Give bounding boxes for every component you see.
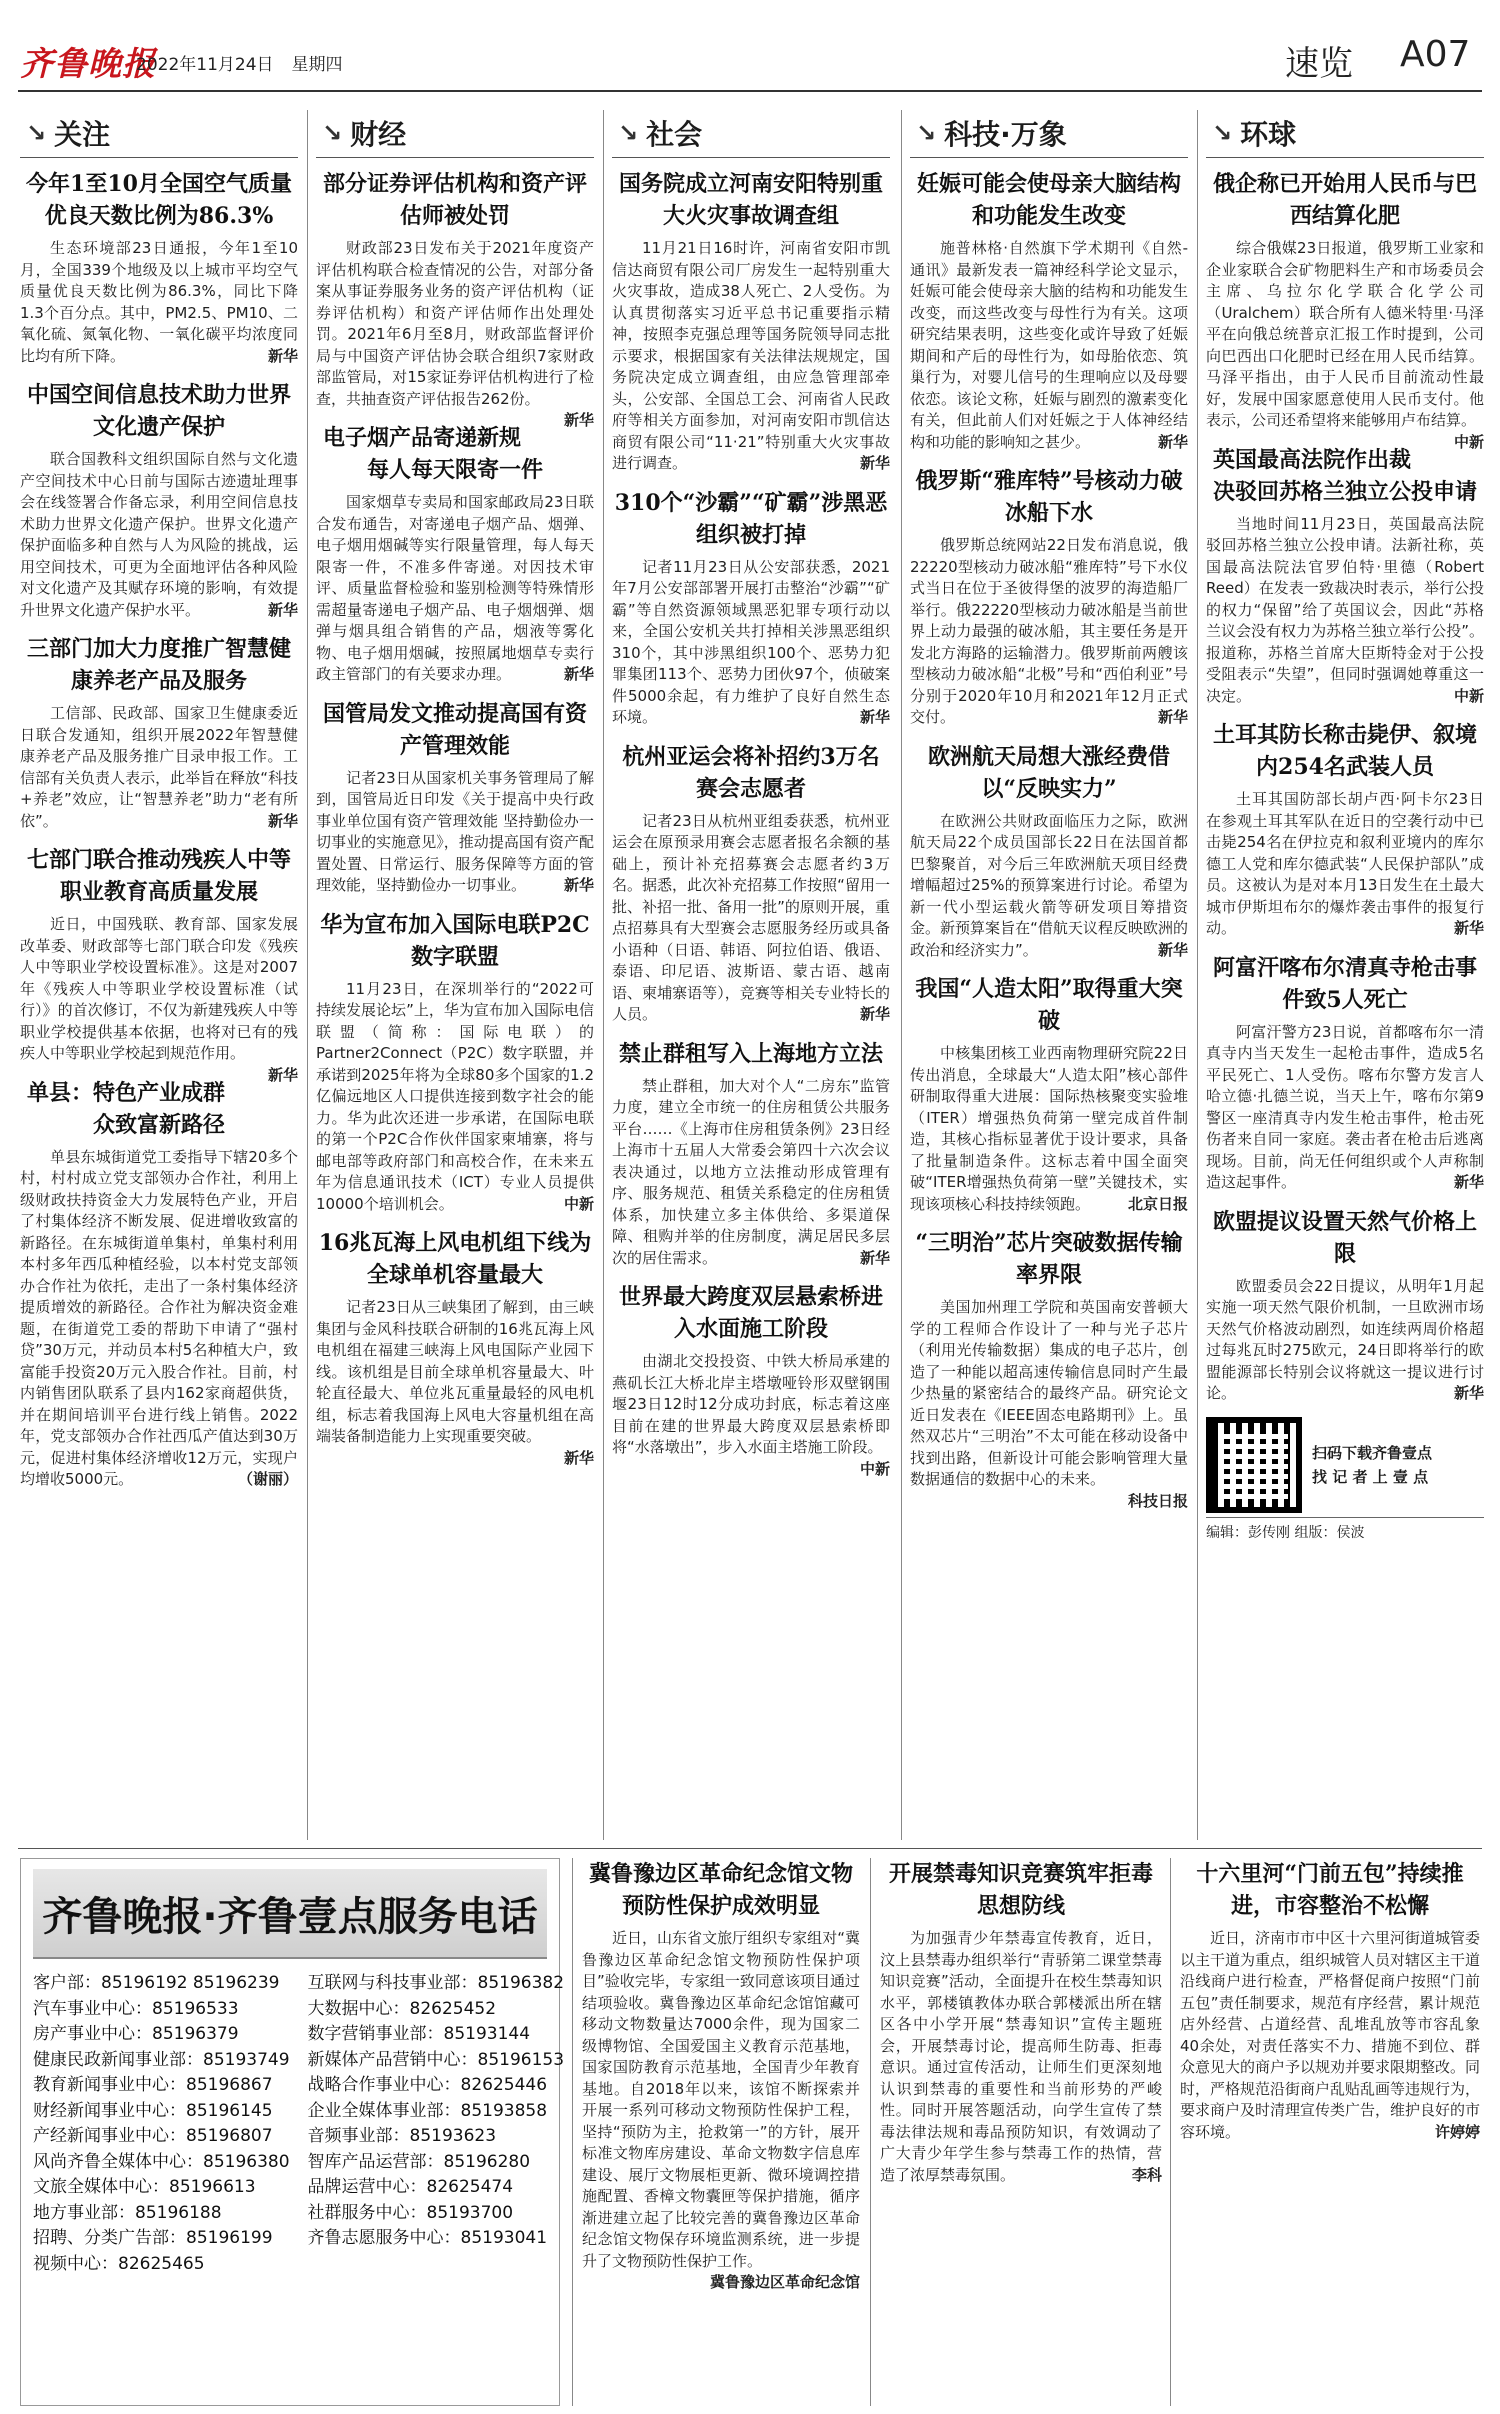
article-text: 记者23日从三峡集团了解到，由三峡集团与金风科技联合研制的16兆瓦海上风电机组在福建三峡海上风电国际产业园下线。该机组是目前全球单机容量最大、叶轮直径最大、单位兆瓦重量最轻的风电机组，标志着我国海上风电大容量机组在高端装备制造能力上实现重要突破。 (316, 1298, 594, 1445)
article-source: 科技日报 (1127, 1491, 1188, 1510)
article-text: 为加强青少年禁毒宣传教育，近日，汶上县禁毒办组织举行“青骄第二课堂禁毒知识竞赛”活动，全面提升在校生禁毒知识水平，郭楼镇教体办联合郭楼派出所在辖区各中小学开展“禁毒知识”宣传主题班会，开展禁毒讨论，提高师生防毒、拒毒意识。通过宣传活动，让师生们更深刻地认识到禁毒的重要性和当前形势的严峻性。同时开展答题活动，向学生宣传了禁毒法律法规和毒品预防知识，有效调动了广大青少年学生参与禁毒工作的热情，营造了浓厚禁毒氛围。 (880, 1929, 1162, 2184)
article-body (316, 492, 594, 686)
masthead-rule (18, 90, 1482, 92)
article-title: 俄企称已开始用人民币与巴西结算化肥 (1212, 171, 1477, 229)
article-body (316, 1297, 594, 1467)
article (612, 1281, 890, 1478)
article-source: 新华 (1157, 708, 1188, 726)
article-title: 16兆瓦海上风电机组下线为全球单机容量最大 (318, 1230, 592, 1288)
article-body (582, 1928, 860, 2291)
column-divider (1197, 110, 1198, 1840)
article-text: 近日，济南市市中区十六里河街道城管委以主干道为重点，组织城管人员对辖区主干道沿线商户进行检查，严格督促商户按照“门前五包”责任制要求，规范有序经营，累计规范店外经营、占道经营、乱堆乱放等市容乱象40余处，对责任落实不力、措施不到位、群众意见大的商户予以规劝并要求限期整改。同时，严格规范沿街商户乱贴乱画等违规行为，要求商户及时清理宣传类广告，维护良好的市容环境。 (1180, 1929, 1480, 2141)
column-divider (603, 110, 604, 1840)
article-text: 单县东城街道党工委指导下辖20多个村，村村成立党支部领办合作社，利用上级财政扶持资金大力发展特色产业，开启了村集体经济不断发展、促进增收致富的新路径。在东城街道单集村，单集村利用本村多年西瓜种植经验，以本村党支部领办合作社为依托，走出了一条村集体经济提质增效的新路径。合作社为解决资金难题，在街道党工委的帮助下申请了“强村贷”30万元，并动员本村5名种植大户，致富能手投资20万元入股合作社。目前，村内销售团队联系了县内162家商超供货，并在期间培训平台进行线上销售。2022年，党支部领办合作社西瓜产值达到30万元，促进村集体经济增收12万元，实现户均增收5000元。 (20, 1147, 298, 1488)
article-body (1206, 789, 1484, 940)
phone-row: 风尚齐鲁全媒体中心：85196380 (33, 2151, 290, 2172)
article-text: 综合俄媒23日报道，俄罗斯工业家和企业家联合会矿物肥料生产和市场委员会主席、乌拉尔化学联合化学公司（Uralchem）联合所有人德米特里·马泽平在向俄总统普京汇报工作时提到，公司向巴西出口化肥时已经在用人民币结算。马泽平指出，由于人民币目前流动性最好，发展中国家愿意使用人民币支付。他表示，公司还希望将来能够用卢布结算。 (1206, 239, 1484, 429)
article-title: 部分证券评估机构和资产评估师被处罚 (322, 171, 587, 229)
article-title: 我国“人造太阳”取得重大突破 (915, 976, 1183, 1034)
article-text: 记者23日从杭州亚组委获悉，杭州亚运会在原预录用赛会志愿者报名余额的基础上，预计补充招募赛会志愿者约3万名。据悉，此次补充招募工作按照“留用一批、补招一批、备用一批”的原则开展，重点招募具有大型赛会志愿服务经历或具备小语种（日语、韩语、阿拉伯语、俄语、泰语、印尼语、波斯语、蒙古语、越南语、柬埔寨语等），竞赛等相关专业特长的人员。 (612, 811, 890, 1023)
column-title: 科技·万象 (944, 117, 1067, 151)
article-text: 记者23日从国家机关事务管理局了解到，国管局近日印发《关于提高中央行政事业单位国有资产管理效能 坚持勤俭办一切事业的实施意见》，推动提高国有资产配置处置、日常运行、服务保障等方面的管理效能，坚持勤俭办一切事业。 (316, 768, 594, 894)
article (20, 633, 298, 832)
article-body (910, 535, 1188, 729)
article-text: 11月21日16时许，河南省安阳市凯信达商贸有限公司厂房发生一起特别重大火灾事故，造成38人死亡、2人受伤。为认真贯彻落实习近平总书记重要指示精神，按照李克强总理等国务院领导同志批示要求，根据国家有关法律法规规定，国务院决定成立调查组，由应急管理部牵头，公安部、全国总工会、河南省人民政府等相关方面参加，对河南安阳市凯信达商贸有限公司“11·21”特别重大火灾事故进行调查。 (612, 239, 890, 472)
article-text: 生态环境部23日通报，今年1至10月，全国339个地级及以上城市平均空气质量优良天数比例为86.3%，同比下降1.3个百分点。其中，PM2.5、PM10、二氧化硫、氮氧化物、一氧化碳平均浓度同比均有所下降。 (20, 239, 298, 365)
article-title: 单县：特色产业成群众致富新路径 (26, 1079, 225, 1138)
article-body (20, 449, 298, 621)
arrow-icon: ↘ (1212, 118, 1233, 147)
article-title: 土耳其防长称击毙伊、叙境内254名武装人员 (1212, 722, 1477, 780)
column-divider (901, 110, 902, 1840)
article-source: 新华 (267, 1065, 298, 1084)
phone-row: 智库产品运营部：85196280 (307, 2151, 531, 2172)
column-head (316, 110, 594, 158)
phone-row: 战略合作事业中心：82625446 (307, 2075, 548, 2095)
article-title: 禁止群租写入上海地方立法 (618, 1040, 883, 1067)
bottom-article (1180, 1858, 1480, 2406)
phone-row: 客户部：85196192 85196239 (33, 1973, 280, 1993)
article-text: 近日，中国残联、教育部、国家发展改革委、财政部等七部门联合印发《残疾人中等职业学校设置标准》。这是对2007年《残疾人中等职业学校设置标准（试行）》的首次修订，不仅为新建残疾人中等职业学校提供基本依据，也将对已有的残疾人中等职业学校起到规范作用。 (20, 915, 298, 1062)
ad-left-column (33, 1971, 290, 2277)
article-source: 新华 (859, 1248, 890, 1267)
article-body (880, 1928, 1162, 2186)
newspaper-logo: 齐鲁晚报 (20, 44, 156, 83)
bottom-article (880, 1858, 1162, 2406)
article (1206, 1206, 1484, 1405)
article-source: 新华 (563, 1448, 594, 1467)
article-body (910, 1043, 1188, 1215)
qr-code-icon[interactable] (1206, 1417, 1302, 1513)
article-source: 新华 (1453, 919, 1484, 937)
article-text: 当地时间11月23日，英国最高法院驳回苏格兰独立公投申请。法新社称，英国最高法院法官罗伯特·里德（Robert Reed）在发表一致裁决时表示，举行公投的权力“保留”给了英国议会，因此“苏格兰议会没有权力为苏格兰独立举行公投”。报道称，苏格兰首席大臣斯特金对于公投受阻表示“失望”，但同时强调她尊重这一决定。 (1206, 514, 1484, 705)
article-source: 新华 (1453, 1384, 1484, 1402)
article-source: 北京日报 (1127, 1194, 1188, 1213)
article-body (316, 238, 594, 429)
article-body (1206, 1022, 1484, 1194)
phone-row: 品牌运营中心：82625474 (307, 2177, 514, 2197)
article-source: 中新 (1453, 432, 1484, 451)
article (612, 741, 890, 1026)
article (612, 168, 890, 475)
article (910, 973, 1188, 1215)
article-text: 阿富汗警方23日说，首都喀布尔一清真寺内当天发生一起枪击事件，造成5名平民死亡、1人受伤。喀布尔警方发言人哈立德·扎德兰说，当天上午，喀布尔第9警区一座清真寺内发生枪击事件，枪击死伤者来自同一家庭。袭击者在枪击后逃离现场。目前，尚无任何组织或个人声称制造这起事件。 (1206, 1022, 1484, 1191)
column-divider (307, 110, 308, 1840)
column-title: 关注 (54, 117, 111, 151)
article-source: 冀鲁豫边区革命纪念馆 (709, 2273, 860, 2291)
article (316, 168, 594, 429)
article-title: 国务院成立河南安阳特别重大火灾事故调查组 (618, 171, 883, 229)
article-text: 禁止群租，加大对个人“二房东”监管力度，建立全市统一的住房租赁公共服务平台……《上海市住房租赁条例》23日经上海市十五届人大常委会第四十六次会议表决通过，以地方立法推动形成管理有序、服务规范、租赁关系稳定的住房租赁体系，加快建立多主体供给、多渠道保障、租购并举的住房制度，满足居民多层次的居住需求。 (612, 1076, 890, 1267)
column-2 (612, 110, 890, 1850)
article-text: 11月23日，在深圳举行的“2022可持续发展论坛”上，华为宣布加入国际电信联盟（简称：国际电联）的Partner2Connect（P2C）数字联盟，并承诺到2025年将为全球80多个国家的1.2亿偏远地区人口提供连接到数字社会的能力。华为此次还进一步承诺，在国际电联的第一个P2C合作伙伴国家柬埔寨，将与邮电部等政府部门和高校合作，在未来五年为信息通讯技术（ICT）专业人员提供10000个培训机会。 (316, 979, 594, 1213)
article-title: 英国最高法院作出裁决驳回苏格兰独立公投申请 (1212, 446, 1477, 505)
column-head (612, 110, 890, 158)
article-title: 冀鲁豫边区革命纪念馆文物预防性保护成效明显 (588, 1861, 853, 1919)
article-source: 新华 (267, 811, 298, 830)
column-0 (20, 110, 298, 1850)
article-body (612, 1076, 890, 1270)
article-source: 新华 (859, 454, 890, 472)
article-title: 杭州亚运会将补招约3万名赛会志愿者 (622, 743, 880, 802)
article-text: 俄罗斯总统网站22日发布消息说，俄22220型核动力破冰船“雅库特”号下水仪式当日在位于圣彼得堡的波罗的海造船厂举行。俄22220型核动力破冰船是当前世界上动力最强的破冰船，其主要任务是开发北方海路的运输潜力。俄罗斯前两艘该型核动力破冰船“北极”号和“西伯利亚”号分别于2020年10月和2021年12月正式交付。 (910, 536, 1188, 726)
article-source: 新华 (1157, 432, 1188, 451)
article (1206, 952, 1484, 1194)
article (20, 1077, 298, 1491)
column-title: 财经 (350, 117, 407, 151)
article-body (910, 1297, 1188, 1510)
phone-row: 音频事业部：85193623 (307, 2126, 497, 2146)
column-3 (910, 110, 1188, 1850)
column-head (20, 110, 298, 158)
article-body (910, 238, 1188, 453)
masthead (0, 0, 1500, 108)
article (1206, 719, 1484, 940)
article (20, 379, 298, 621)
phone-row: 房产事业中心：85196379 (33, 2024, 239, 2044)
article-source: 新华 (563, 411, 594, 429)
article-source: 新华 (267, 600, 298, 619)
arrow-icon: ↘ (26, 118, 47, 147)
article-source: 李科 (1131, 2165, 1162, 2184)
article (910, 168, 1188, 453)
article-source: 新华 (563, 876, 594, 894)
article-source: 新华 (859, 708, 890, 726)
qr-caption: 扫码下载齐鲁壹点 (1312, 1443, 1433, 1462)
article-body (612, 557, 890, 729)
phone-row: 招聘、分类广告部：85196199 (33, 2228, 273, 2248)
phone-row: 地方事业部：85196188 (33, 2202, 222, 2223)
article-body (612, 1351, 890, 1478)
article-title: 阿富汗喀布尔清真寺枪击事件致5人死亡 (1212, 954, 1477, 1013)
phone-row: 互联网与科技事业部：85196382 (307, 1973, 565, 1993)
phone-row: 视频中心：82625465 (33, 2253, 205, 2274)
article-title: 国管局发文推动提高国有资产管理效能 (322, 700, 587, 759)
phone-row: 数字营销事业部：85193144 (307, 2024, 531, 2044)
article-title: 310个“沙霸”“矿霸”涉黑恶组织被打掉 (614, 489, 888, 548)
article-source: （谢丽） (237, 1470, 298, 1488)
ad-title: 齐鲁晚报·齐鲁壹点服务电话 (33, 1869, 547, 1959)
qr-caption-2: 找 记 者 上 壹 点 (1312, 1467, 1429, 1486)
article (316, 698, 594, 897)
article-text: 工信部、民政部、国家卫生健康委近日联合发通知，组织开展2022年智慧健康养老产品及服务推广目录申报工作。工信部有关负责人表示，此举旨在释放“科技+养老”效应，让“智慧养老”助力“老有所依”。 (20, 704, 298, 830)
column-1 (316, 110, 594, 1850)
article-source: 中新 (859, 1459, 890, 1478)
article-body (910, 811, 1188, 962)
article-body (1206, 238, 1484, 451)
article-text: 国家烟草专卖局和国家邮政局23日联合发布通告，对寄递电子烟产品、烟弹、电子烟用烟碱等实行限量管理，每人每天限寄一件，不准多件寄递。对因技术审评、质量监督检验和鉴别检测等特殊情形需超量寄递电子烟产品、电子烟烟弹、烟弹与烟具组合销售的产品，烟液等雾化物、电子烟用烟碱，按照属地烟草专卖行政主管部门的有关要求办理。 (316, 493, 594, 683)
article (316, 422, 594, 686)
article (20, 168, 298, 367)
phone-row: 汽车事业中心：85196533 (33, 1998, 239, 2019)
ad-right-column (308, 1971, 565, 2277)
article (612, 1038, 890, 1270)
column-divider (1170, 1858, 1171, 2406)
article (316, 909, 594, 1216)
article-text: 美国加州理工学院和英国南安普顿大学的工程师合作设计了一种与光子芯片（利用光传输数据）集成的电子芯片，创造了一种能以超高速传输信息同时产生最少热量的紧密结合的最终产品。研究论文近日发表在《IEEE固态电路期刊》上。虽然双芯片“三明治”不太可能在移动设备中找到出路，但新设计可能会影响管理大量数据通信的数据中心的未来。 (910, 1298, 1188, 1488)
article-body (316, 768, 594, 897)
article-title: 俄罗斯“雅库特”号核动力破冰船下水 (915, 468, 1183, 526)
article-title: 七部门联合推动残疾人中等职业教育高质量发展 (26, 847, 291, 905)
article (1206, 168, 1484, 451)
article-text: 联合国教科文组织国际自然与文化遗产空间技术中心日前与国际古迹遗址理事会在线签署合作备忘录，利用空间信息技术助力世界文化遗产保护。世界文化遗产保护面临多种自然与人为风险的挑战，运用空间技术，可更为全面地评估各种风险对文化遗产及其赋存环境的影响，有效提升世界文化遗产保护水平。 (20, 450, 298, 619)
article-body (1206, 514, 1484, 708)
phone-row: 文旅全媒体中心：85196613 (33, 2177, 256, 2197)
qr-block (1206, 1417, 1484, 1513)
article-source: 新华 (563, 665, 594, 683)
article-body (1206, 1276, 1484, 1405)
phone-row: 社群服务中心：85193700 (307, 2202, 514, 2223)
phone-row: 财经新闻事业中心：85196145 (33, 2100, 273, 2121)
article-body (612, 238, 890, 475)
article-source: 新华 (267, 346, 298, 365)
article-text: 在欧洲公共财政面临压力之际，欧洲航天局22个成员国部长22日在法国首都巴黎聚首，对今后三年欧洲航天项目经费增幅超过25%的预算案进行讨论。希望为新一代小型运载火箭等研发项目筹措资金。新预算案旨在“借航天议程反映欧洲的政治和经济实力”。 (910, 811, 1188, 959)
article (910, 741, 1188, 962)
article-text: 由湖北交投投资、中铁大桥局承建的燕矶长江大桥北岸主塔墩哑铃形双壁钢围堰23日12时12分成功封底，标志着这座目前在建的世界最大跨度双层悬索桥即将“水落墩出”，步入水面主塔施工阶段。 (612, 1352, 890, 1456)
article (910, 1227, 1188, 1510)
page-number: A07 (1400, 34, 1471, 75)
article-title: 开展禁毒知识竞赛筑牢拒毒思想防线 (888, 1861, 1153, 1919)
article-body (20, 703, 298, 832)
article-text: 施普林格·自然旗下学术期刊《自然-通讯》最新发表一篇神经科学论文显示，妊娠可能会使母亲大脑的结构和功能发生改变，而这些改变与母性行为有关。这项研究结果表明，这些变化或许导致了妊娠期间和产后的母性行为，如母胎依恋、筑巢行为，对婴儿信号的生理响应以及母婴依恋。该论文称，妊娠与剧烈的激素变化有关，但此前人们对妊娠之于人体神经结构和功能的影响知之甚少。 (910, 239, 1188, 451)
article-title: 今年1至10月全国空气质量优良天数比例为86.3% (26, 171, 292, 229)
phone-row: 新媒体产品营销中心：85196153 (307, 2049, 565, 2070)
article-source: 新华 (1157, 940, 1188, 959)
section-name: 速览 (1285, 44, 1353, 84)
phone-row: 产经新闻事业中心：85196807 (33, 2126, 273, 2146)
column-head (1206, 110, 1484, 158)
article-title: 欧洲航天局想大涨经费借以“反映实力” (927, 743, 1170, 802)
weekday-text: 星期四 (291, 55, 343, 75)
article-text: 中核集团核工业西南物理研究院22日传出消息，全球最大“人造太阳”核心部件研制取得重大进展：国际热核聚变实验堆（ITER）增强热负荷第一壁完成首件制造，其核心指标显著优于设计要求，具备了批量制造条件。这标志着中国全面突破“ITER增强热负荷第一壁”关键技术，实现该项核心科技持续领跑。 (910, 1044, 1188, 1213)
article-title: 妊娠可能会使母亲大脑结构和功能发生改变 (916, 171, 1181, 229)
article-body (316, 979, 594, 1216)
issue-date (136, 50, 361, 75)
phone-row: 大数据中心：82625452 (307, 1998, 497, 2019)
column-divider (870, 1858, 871, 2406)
phone-row: 健康民政新闻事业部：85193749 (33, 2049, 290, 2070)
article-text: 记者11月23日从公安部获悉，2021年7月公安部部署开展打击整治“沙霸”“矿霸”等自然资源领域黑恶犯罪专项行动以来，全国公安机关共打掉相关涉黑恶组织310个，其中涉黑组织100个、恶势力犯罪集团113个、恶势力团伙97个，侦破案件5000余起，有力维护了良好自然生态环境。 (612, 557, 890, 726)
phone-row: 企业全媒体事业部：85193858 (307, 2100, 548, 2121)
column-title: 环球 (1240, 117, 1297, 151)
bottom-divider (18, 1848, 1482, 1849)
ad-phone-list (33, 1971, 565, 2277)
article-source: 中新 (1453, 686, 1484, 705)
article-source: 新华 (1453, 1173, 1484, 1191)
article (910, 465, 1188, 729)
bottom-article (582, 1858, 860, 2406)
article-title: 欧盟提议设置天然气价格上限 (1212, 1208, 1477, 1267)
column-4 (1206, 110, 1484, 1850)
arrow-icon: ↘ (916, 118, 937, 147)
article-source: 许婷婷 (1434, 2122, 1480, 2141)
article-title: 三部门加大力度推广智慧健康养老产品及服务 (26, 636, 291, 694)
article-body (20, 1147, 298, 1491)
article-title: 十六里河“门前五包”持续推进，市容整治不松懈 (1196, 1861, 1464, 1919)
arrow-icon: ↘ (322, 118, 343, 147)
article-body (612, 811, 890, 1026)
article-title: “三明治”芯片突破数据传输率界限 (915, 1230, 1183, 1288)
article-title: 中国空间信息技术助力世界文化遗产保护 (26, 382, 291, 440)
article (316, 1227, 594, 1467)
article (1206, 444, 1484, 708)
article (20, 844, 298, 1084)
article-body (20, 238, 298, 367)
article-title: 世界最大跨度双层悬索桥进入水面施工阶段 (618, 1284, 883, 1342)
phone-row: 教育新闻事业中心：85196867 (33, 2075, 273, 2095)
column-head (910, 110, 1188, 158)
editor-credit: 编辑：彭传刚 组版：侯波 (1206, 1517, 1484, 1542)
article-text: 土耳其国防部长胡卢西·阿卡尔23日在参观土耳其军队在近日的空袭行动中已击毙254名在伊拉克和叙利亚境内的库尔德工人党和库尔德武装“人民保护部队”成员。这被认为是对本月13日发生在土最大城市伊斯坦布尔的爆炸袭击事件的报复行动。 (1206, 790, 1484, 937)
article-body (1180, 1928, 1480, 2143)
article-source: 新华 (859, 1005, 890, 1023)
article-text: 近日，山东省文旅厅组织专家组对“冀鲁豫边区革命纪念馆文物预防性保护项目”验收完毕，专家组一致同意该项目通过结项验收。冀鲁豫边区革命纪念馆馆藏可移动文物数量达7000余件，现为国家二级博物馆、全国爱国主义教育示范基地，国家国防教育示范基地，全国青少年教育基地。自2018年以来，该馆不断探索并开展一系列可移动文物预防性保护工程，坚持“预防为主，抢救第一”的方针，展开标准文物库房建设、革命文物数字信息库建设、展厅文物展柜更新、微环境调控措施配置、香樟文物囊匣等保护措施，循序渐进建立起了比较完善的冀鲁豫边区革命纪念馆文物保存环境监测系统，进一步提升了文物预防性保护工作。 (582, 1929, 860, 2270)
arrow-icon: ↘ (618, 118, 639, 147)
article-text: 欧盟委员会22日提议，从明年1月起实施一项天然气限价机制，一旦欧洲市场天然气价格波动剧烈，如连续两周价格超过每兆瓦时275欧元，24日即将举行的欧盟能源部长特别会议将就这一提议进行讨论。 (1206, 1276, 1484, 1402)
article-title: 电子烟产品寄递新规每人每天限寄一件 (322, 425, 543, 483)
article-title: 华为宣布加入国际电联P2C数字联盟 (320, 911, 590, 970)
column-divider (572, 1858, 573, 2406)
column-title: 社会 (646, 117, 703, 151)
date-text: 2022年11月24日 (136, 55, 274, 75)
article-body (20, 914, 298, 1084)
service-phone-ad (20, 1858, 565, 2406)
article (612, 487, 890, 729)
article-source: 中新 (563, 1194, 594, 1213)
article-text: 财政部23日发布关于2021年度资产评估机构联合检查情况的公告，对部分备案从事证券服务业务的资产评估机构（证券评估机构）和资产评估师作出处理处罚。2021年6月至8月，财政部监督评价局与中国资产评估协会联合组织7家财政部监管局，对15家证券评估机构进行了检查，共抽查资产评估报告262份。 (316, 239, 594, 408)
phone-row: 齐鲁志愿服务中心：85193041 (307, 2228, 548, 2248)
